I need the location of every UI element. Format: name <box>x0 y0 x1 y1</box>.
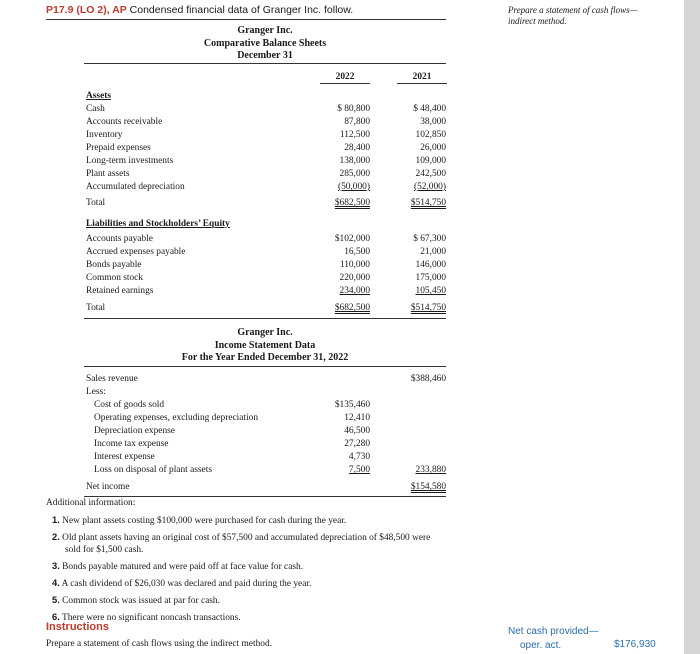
balance-title-company: Granger Inc. <box>237 25 293 36</box>
net-income-value: $154,580 <box>410 482 446 492</box>
liabilities-2021 <box>376 233 446 297</box>
liability-label: Common stock <box>86 273 144 283</box>
expense-values <box>300 399 370 476</box>
assets-total-2021: $514,750 <box>410 198 446 208</box>
asset-value-2022: 87,800 <box>344 117 370 127</box>
additional-list <box>52 514 492 624</box>
liability-value-2021: 146,000 <box>415 260 446 270</box>
asset-value-2022: 28,400 <box>344 143 370 153</box>
additional-heading: Additional information: <box>46 498 136 508</box>
asset-label: Inventory <box>86 130 123 140</box>
sales-label: Sales revenue <box>86 374 138 384</box>
header-rule <box>46 19 446 20</box>
side-note <box>508 5 638 27</box>
scrollbar-edge[interactable] <box>684 0 700 654</box>
asset-value-2021: 38,000 <box>420 117 446 127</box>
col-rule-2021 <box>397 83 447 84</box>
additional-item: 1. New plant assets costing $100,000 were purchased for cash during the year. <box>52 514 347 526</box>
liability-value-2021: 105,450 <box>415 286 446 296</box>
liab-total-2022: $682,500 <box>334 303 370 313</box>
balance-title-name: Comparative Balance Sheets <box>203 37 327 49</box>
answer-value: $176,930 <box>614 639 656 650</box>
additional-item: 6. There were no significant noncash transactions. <box>52 611 241 623</box>
additional-item: 4. A cash dividend of $26,030 was declared and paid during the year. <box>52 577 312 589</box>
expense-value: 27,280 <box>344 439 370 449</box>
balance-title-date: December 31 <box>237 50 293 61</box>
additional-item-cont: sold for $1,500 cash. <box>65 545 144 555</box>
income-title-company: Granger Inc. <box>237 327 293 338</box>
liability-value-2022: 220,000 <box>339 273 370 283</box>
answer-label-line2: oper. act. <box>520 640 562 651</box>
asset-value-2022: $ 80,800 <box>337 104 370 114</box>
sales-value: $388,460 <box>410 374 446 384</box>
expense-value: 4,730 <box>348 452 370 462</box>
asset-label: Accumulated depreciation <box>86 182 185 192</box>
asset-value-2022: 138,000 <box>339 156 370 166</box>
additional-item: 2. Old plant assets having an original cost of $57,500 and accumulated depreciation of $48,500 were <box>52 531 431 543</box>
instructions-heading: Instructions <box>46 621 109 633</box>
net-income-label: Net income <box>86 482 130 492</box>
problem-header <box>46 4 353 16</box>
liability-label: Accrued expenses payable <box>86 247 186 257</box>
liability-value-2021: 21,000 <box>420 247 446 257</box>
liability-value-2022: 234,000 <box>339 286 370 296</box>
expense-value: 7,500 <box>348 465 370 475</box>
asset-value-2021: 26,000 <box>420 143 446 153</box>
expense-value: 12,410 <box>344 413 370 423</box>
answer-label-line1: Net cash provided— <box>508 626 599 637</box>
additional-item: 3. Bonds payable matured and were paid off at face value for cash. <box>52 560 304 572</box>
income-title-period: For the Year Ended December 31, 2022 <box>181 352 349 363</box>
expense-label: Loss on disposal of plant assets <box>94 465 212 475</box>
asset-value-2022: 285,000 <box>339 169 370 179</box>
liability-value-2022: 16,500 <box>344 247 370 257</box>
expense-value: $135,460 <box>334 400 370 410</box>
liab-total-label: Total <box>86 303 106 313</box>
instructions-text: Prepare a statement of cash flows using the indirect method. <box>46 639 272 649</box>
col-header-2022: 2022 <box>335 72 355 82</box>
asset-label: Accounts receivable <box>86 117 163 127</box>
liability-label: Bonds payable <box>86 260 142 270</box>
income-title-name: Income Statement Data <box>214 339 316 351</box>
asset-value-2021: 242,500 <box>415 169 446 179</box>
expense-labels <box>94 399 258 476</box>
asset-label: Long-term investments <box>86 156 174 166</box>
asset-value-2021: 109,000 <box>415 156 446 166</box>
assets-2021 <box>376 103 446 193</box>
asset-label: Plant assets <box>86 169 130 179</box>
liabilities-2022 <box>300 233 370 297</box>
additional-item: 5. Common stock was issued at par for cash. <box>52 594 220 606</box>
liability-value-2021: 175,000 <box>415 273 446 283</box>
asset-value-2021: $ 48,400 <box>413 104 446 114</box>
expense-label: Operating expenses, excluding depreciation <box>94 413 259 423</box>
expense-label: Interest expense <box>94 452 155 462</box>
side-note-line1: Prepare a statement of cash flows— <box>508 5 638 15</box>
asset-label: Cash <box>86 104 105 114</box>
balance-title-rule <box>84 63 446 64</box>
side-note-line2: indirect method. <box>508 16 567 26</box>
assets-heading: Assets <box>86 91 111 101</box>
expense-label: Cost of goods sold <box>94 400 165 410</box>
asset-value-2021: (52,000) <box>413 182 446 192</box>
col-header-2021: 2021 <box>412 72 432 82</box>
col-rule-2022 <box>320 83 370 84</box>
asset-label: Prepaid expenses <box>86 143 151 153</box>
asset-value-2022: 112,500 <box>339 130 370 140</box>
less-label: Less: <box>86 387 106 397</box>
liabilities-heading: Liabilities and Stockholders’ Equity <box>86 219 230 229</box>
problem-code: P17.9 (LO 2), AP <box>46 4 127 16</box>
expense-value: 46,500 <box>344 426 370 436</box>
liability-label: Accounts payable <box>86 234 153 244</box>
assets-labels <box>86 103 185 193</box>
income-bottom-rule <box>84 496 446 497</box>
income-title-rule <box>84 366 446 367</box>
problem-text: Condensed financial data of Granger Inc. follow. <box>129 4 354 16</box>
balance-title <box>150 25 380 63</box>
liabilities-labels <box>86 233 185 297</box>
expense-label: Income tax expense <box>94 439 169 449</box>
expense-label: Depreciation expense <box>94 426 175 436</box>
asset-value-2021: 102,850 <box>415 130 446 140</box>
balance-bottom-rule <box>84 318 446 319</box>
liability-label: Retained earnings <box>86 286 154 296</box>
liab-total-2021: $514,750 <box>410 303 446 313</box>
assets-2022 <box>300 103 370 193</box>
liability-value-2021: $ 67,300 <box>413 234 446 244</box>
assets-total-label: Total <box>86 198 106 208</box>
assets-total-2022: $682,500 <box>334 198 370 208</box>
liability-value-2022: $102,000 <box>334 234 370 244</box>
asset-value-2022: (50,000) <box>337 182 370 192</box>
total-expenses: 233,880 <box>415 465 446 475</box>
liability-value-2022: 110,000 <box>339 260 370 270</box>
income-title <box>130 327 400 365</box>
